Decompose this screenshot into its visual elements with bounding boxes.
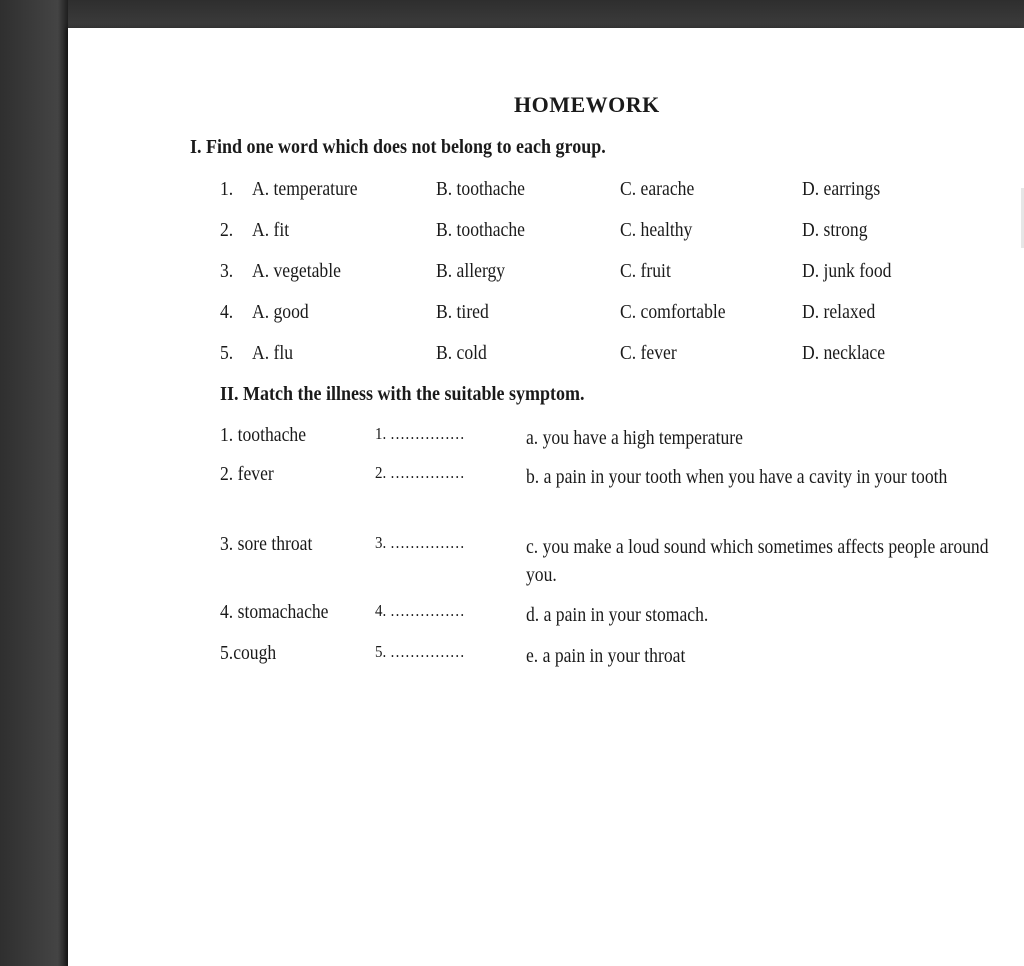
document-page <box>68 28 1024 966</box>
option-a: A. fit <box>252 219 290 241</box>
option-d: D. relaxed <box>802 301 876 323</box>
option-a: A. good <box>252 301 309 323</box>
option-c: C. earache <box>620 178 695 200</box>
option-c: C. comfortable <box>620 301 726 323</box>
illness-label: 1. toothache <box>220 424 307 446</box>
option-d: D. earrings <box>802 178 881 200</box>
question-number: 3. <box>220 260 234 282</box>
symptom-text: e. a pain in your throat <box>526 645 686 667</box>
answer-blank: 2. …………… <box>375 463 465 482</box>
option-b: B. cold <box>436 342 487 364</box>
option-b: B. allergy <box>436 260 506 282</box>
section-2-heading: II. Match the illness with the suitable symptom. <box>220 383 585 405</box>
answer-blank: 4. …………… <box>375 601 465 620</box>
option-c: C. fever <box>620 342 677 364</box>
question-number: 5. <box>220 342 234 364</box>
option-b: B. tired <box>436 301 489 323</box>
option-c: C. fruit <box>620 260 671 282</box>
symptom-text: d. a pain in your stomach. <box>526 604 709 626</box>
question-number: 1. <box>220 178 234 200</box>
illness-label: 4. stomachache <box>220 601 329 623</box>
viewer-top-bar <box>0 0 1024 28</box>
answer-blank: 5. …………… <box>375 642 465 661</box>
section-1-heading: I. Find one word which does not belong to each group. <box>190 136 606 158</box>
symptom-text: b. a pain in your tooth when you have a cavity in your tooth <box>526 466 948 488</box>
option-d: D. strong <box>802 219 868 241</box>
option-a: A. vegetable <box>252 260 341 282</box>
option-a: A. temperature <box>252 178 358 200</box>
symptom-text: c. you make a loud sound which sometimes affects people around you. <box>526 536 989 586</box>
question-number: 2. <box>220 219 234 241</box>
option-d: D. junk food <box>802 260 892 282</box>
option-c: C. healthy <box>620 219 693 241</box>
symptom-text: a. you have a high temperature <box>526 427 743 449</box>
page-title: HOMEWORK <box>514 92 660 117</box>
illness-label: 3. sore throat <box>220 533 313 555</box>
answer-blank: 3. …………… <box>375 533 465 552</box>
option-b: B. toothache <box>436 219 525 241</box>
option-a: A. flu <box>252 342 294 364</box>
option-b: B. toothache <box>436 178 525 200</box>
illness-label: 2. fever <box>220 463 274 485</box>
answer-blank: 1. …………… <box>375 424 465 443</box>
illness-label: 5.cough <box>220 642 277 664</box>
option-d: D. necklace <box>802 342 886 364</box>
viewer-left-margin <box>0 0 68 966</box>
question-number: 4. <box>220 301 234 323</box>
